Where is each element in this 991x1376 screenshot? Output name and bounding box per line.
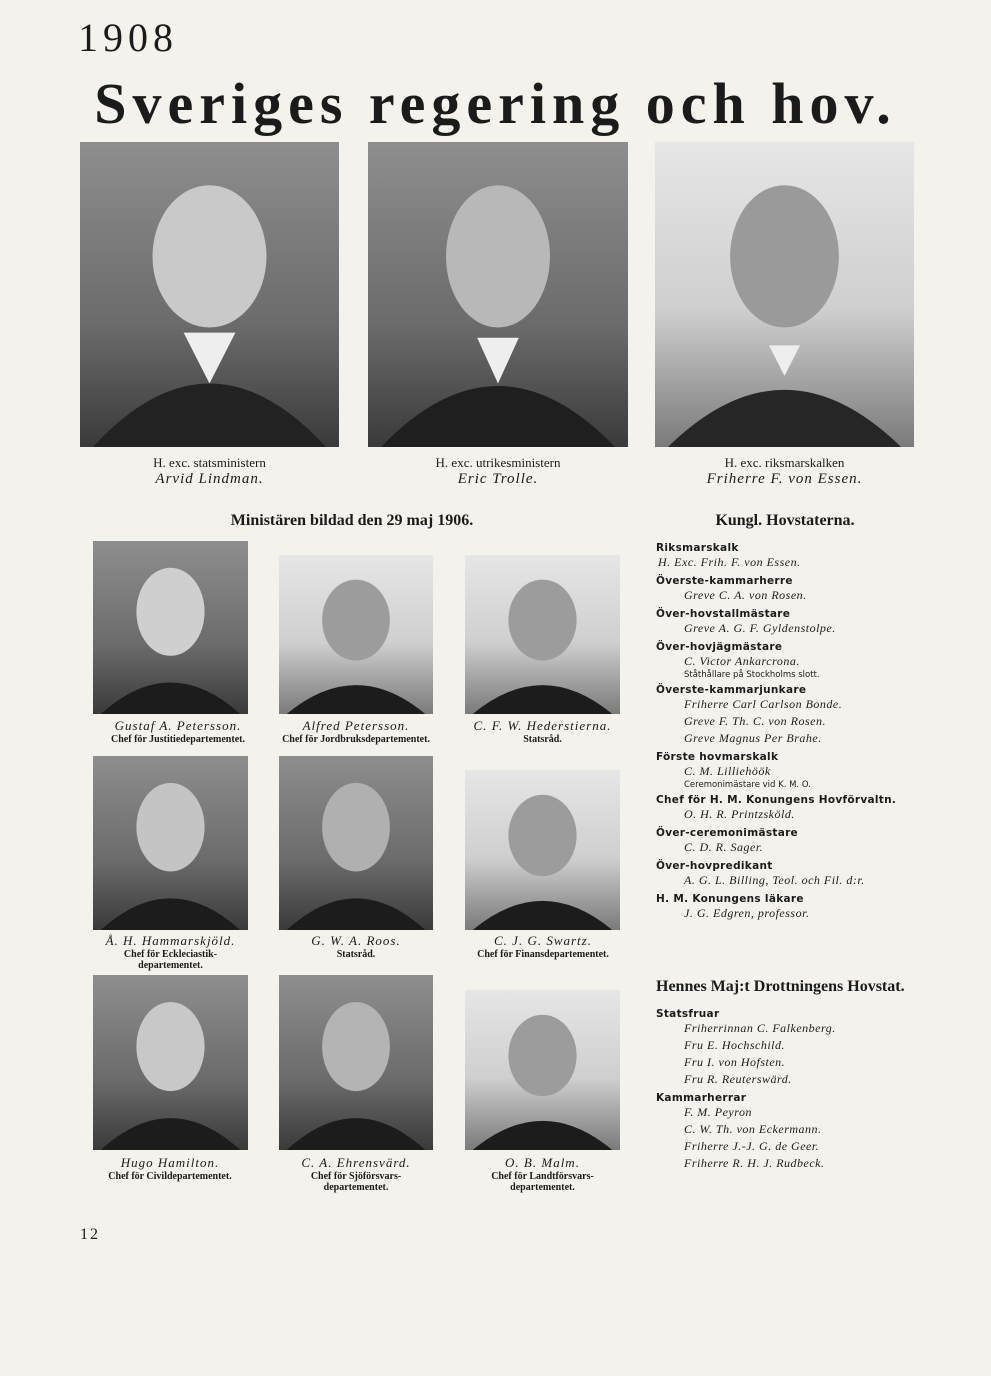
caption-role: H. exc. utrikesministern — [435, 455, 561, 470]
minister-photo — [465, 990, 620, 1150]
minister-desc: Chef för Jordbruksdepartementet. — [282, 734, 430, 745]
court-section-title: Förste hovmarskalk — [656, 751, 779, 763]
court-section — [656, 542, 956, 571]
court-section-title: Chef för H. M. Konungens Hovförvaltn. — [656, 794, 897, 806]
minister-desc: Chef för Finansdepartementet. — [477, 949, 609, 960]
court-list — [656, 538, 956, 922]
court-section-title: Överste-kammarjunkare — [656, 684, 807, 696]
minister-photo — [93, 541, 248, 714]
court-section — [656, 827, 956, 856]
minister-photo — [279, 555, 433, 714]
court-section — [656, 1092, 956, 1172]
queen-court-list — [656, 1004, 956, 1172]
caption-name: Arvid Lindman. — [155, 471, 264, 487]
court-section-title: H. M. Konungens läkare — [656, 893, 804, 905]
minister-caption — [271, 718, 441, 745]
ministry-heading: Ministären bildad den 29 maj 1906. — [230, 512, 474, 529]
court-entry: Fru R. Reuterswärd. — [684, 1072, 792, 1086]
minister-photo — [93, 975, 248, 1150]
court-entry: Friherre R. H. J. Rudbeck. — [684, 1156, 825, 1170]
minister-name: O. B. Malm. — [505, 1155, 580, 1170]
minister-name: G. W. A. Roos. — [311, 933, 401, 948]
court-section — [656, 1008, 956, 1088]
court-note: Ståthållare på Stockholms slott. — [684, 670, 820, 680]
court-entry: A. G. L. Billing, Teol. och Fil. d:r. — [684, 873, 865, 887]
minister-desc: Statsråd. — [523, 734, 562, 745]
court-entry: Friherrinnan C. Falkenberg. — [684, 1021, 836, 1035]
court-section-title: Statsfruar — [656, 1008, 720, 1020]
minister-caption — [93, 933, 248, 971]
court-entry: H. Exc. Frih. F. von Essen. — [658, 555, 801, 569]
court-section — [656, 893, 956, 922]
court-section-title: Överste-kammarherre — [656, 575, 793, 587]
court-entry: Greve C. A. von Rosen. — [684, 588, 807, 602]
court-section — [656, 575, 956, 604]
minister-name: Å. H. Hammarskjöld. — [105, 933, 236, 948]
page-number: 12 — [80, 1226, 100, 1243]
minister-caption — [465, 1155, 620, 1193]
year-heading: 1908 — [78, 15, 178, 60]
court-entry: C. Victor Ankarcrona. — [684, 654, 800, 668]
court-section — [656, 860, 956, 889]
minister-desc: Chef för Civildepartementet. — [108, 1171, 232, 1182]
minister-photo — [93, 756, 248, 930]
court-section-title: Riksmarskalk — [656, 542, 739, 554]
minister-caption — [85, 1155, 255, 1182]
minister-desc: Statsråd. — [336, 949, 376, 960]
minister-photo — [465, 555, 620, 714]
minister-desc: Chef för Justitiedepartementet. — [111, 734, 245, 745]
court-entry: C. W. Th. von Eckermann. — [684, 1122, 822, 1136]
court-section — [656, 608, 956, 637]
portrait-photo-trolle — [368, 142, 628, 447]
minister-photo — [279, 756, 433, 930]
court-section-title: Över-hovstallmästare — [656, 608, 791, 620]
court-section-title: Över-hovpredikant — [656, 860, 773, 872]
queen-court-heading: Hennes Maj:t Drottningens Hovstat. — [656, 978, 905, 995]
minister-desc: Chef för Eckleciastik-departementet. — [123, 949, 218, 971]
court-entry: Fru E. Hochschild. — [684, 1038, 785, 1052]
portrait-photo-lindman — [80, 142, 339, 447]
court-entry: Greve Magnus Per Brahe. — [684, 731, 822, 745]
minister-photo — [465, 770, 620, 930]
court-section — [656, 684, 956, 747]
minister-caption — [458, 933, 628, 960]
court-entry: Friherre Carl Carlson Bonde. — [684, 697, 843, 711]
caption-essen — [655, 455, 914, 488]
caption-role: H. exc. riksmarskalken — [724, 455, 845, 470]
court-heading: Kungl. Hovstaterna. — [715, 512, 855, 529]
caption-role: H. exc. statsministern — [153, 455, 266, 470]
minister-name: Hugo Hamilton. — [120, 1155, 220, 1170]
court-section — [656, 641, 956, 680]
court-section-title: Kammarherrar — [656, 1092, 747, 1104]
court-entry: Fru I. von Hofsten. — [684, 1055, 786, 1069]
court-entry: C. M. Lilliehöök — [684, 764, 771, 778]
caption-trolle — [368, 455, 628, 488]
minister-name: C. F. W. Hederstierna. — [473, 718, 612, 733]
caption-name: Friherre F. von Essen. — [706, 471, 863, 487]
minister-caption — [279, 933, 433, 960]
court-section-title: Över-ceremonimästare — [656, 827, 798, 839]
court-entry: Friherre J.-J. G. de Geer. — [684, 1139, 820, 1153]
court-section-title: Över-hovjägmästare — [656, 641, 783, 653]
caption-name: Eric Trolle. — [457, 471, 539, 487]
court-section — [656, 751, 956, 790]
court-entry: F. M. Peyron — [684, 1105, 752, 1119]
court-entry: Greve F. Th. C. von Rosen. — [684, 714, 826, 728]
minister-name: Gustaf A. Petersson. — [114, 718, 242, 733]
page-title: Sveriges regering och hov. — [94, 71, 897, 136]
minister-name: Alfred Petersson. — [302, 718, 410, 733]
minister-name: C. J. G. Swartz. — [494, 933, 592, 948]
court-entry: O. H. R. Printzsköld. — [684, 807, 795, 821]
minister-caption — [93, 718, 263, 745]
portrait-photo-essen — [655, 142, 914, 447]
court-entry: C. D. R. Sager. — [684, 840, 764, 854]
minister-photo — [279, 975, 433, 1150]
court-note: Ceremonimästare vid K. M. O. — [684, 780, 811, 790]
court-entry: J. G. Edgren, professor. — [684, 906, 810, 920]
court-entry: Greve A. G. F. Gyldenstolpe. — [684, 621, 836, 635]
court-section — [656, 794, 956, 823]
minister-caption — [279, 1155, 433, 1193]
minister-desc: Chef för Landtförsvars-departementet. — [491, 1171, 594, 1193]
minister-name: C. A. Ehrensvärd. — [301, 1155, 411, 1170]
caption-lindman — [80, 455, 339, 488]
minister-caption — [460, 718, 625, 745]
minister-desc: Chef för Sjöförsvars-departementet. — [310, 1171, 402, 1193]
